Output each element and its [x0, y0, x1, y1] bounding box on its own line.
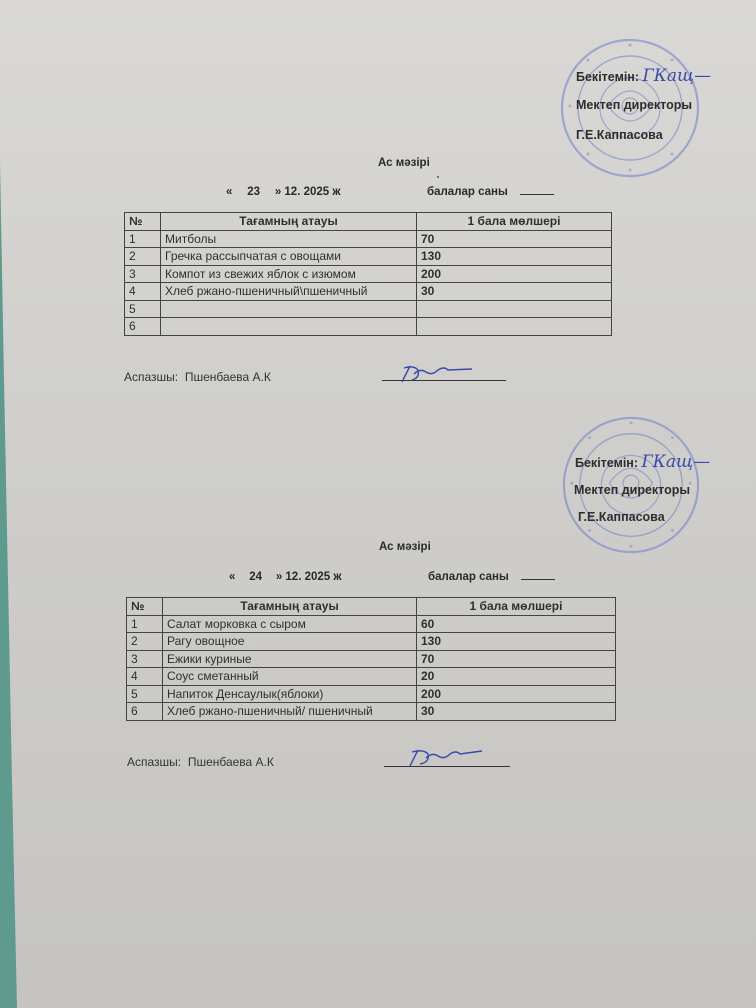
cook-line — [127, 755, 274, 769]
table-row — [127, 703, 616, 721]
menu-table — [126, 597, 616, 721]
table-row — [125, 283, 612, 301]
approved-label: Бекітемін: — [575, 456, 639, 470]
children-count-blank — [520, 194, 554, 195]
portion: 200 — [417, 685, 616, 703]
row-number: 1 — [125, 230, 161, 248]
menu-title: Ас мәзірі — [378, 157, 430, 169]
row-number: 6 — [125, 318, 161, 336]
portion: 200 — [417, 265, 612, 283]
children-count — [428, 571, 555, 583]
date-day: 24 — [249, 571, 262, 583]
table-row — [127, 668, 616, 686]
portion: 130 — [417, 248, 612, 266]
header-portion: 1 бала мөлшері — [417, 598, 616, 616]
portion: 70 — [417, 650, 616, 668]
children-count-label: балалар саны — [428, 571, 509, 583]
approval-line — [576, 66, 711, 86]
table-row — [125, 265, 612, 283]
approval-line — [575, 452, 710, 472]
director-name: Г.Е.Каппасова — [576, 128, 663, 142]
row-number: 2 — [127, 633, 163, 651]
date-rest: » 12. 2025 ж — [274, 186, 341, 198]
header-number: № — [125, 213, 161, 231]
date-open-quote: « — [229, 571, 236, 583]
header-dish-name: Тағамның атауы — [161, 213, 417, 231]
portion: 60 — [417, 615, 616, 633]
row-number: 5 — [127, 685, 163, 703]
table-row — [125, 248, 612, 266]
dish-name: Соус сметанный — [163, 668, 417, 686]
cook-label: Аспазшы: — [127, 755, 182, 769]
date-rest: » 12. 2025 ж — [275, 571, 342, 583]
row-number: 2 — [125, 248, 161, 266]
portion: 20 — [417, 668, 616, 686]
portion: 30 — [417, 703, 616, 721]
portion: 70 — [417, 230, 612, 248]
table-row — [127, 685, 616, 703]
portion — [417, 300, 612, 318]
dish-name — [161, 318, 417, 336]
cook-signature — [396, 362, 476, 384]
table-row — [125, 300, 612, 318]
director-name: Г.Е.Каппасова — [578, 510, 665, 524]
director-position: Мектеп директоры — [576, 98, 693, 112]
dish-name: Ежики куриные — [163, 650, 417, 668]
dish-name: Митболы — [161, 230, 417, 248]
menu-date — [229, 571, 342, 583]
menu-title: Ас мәзірі — [379, 541, 431, 553]
approved-label: Бекітемін: — [576, 70, 640, 84]
menu-table — [124, 212, 612, 336]
portion: 130 — [417, 633, 616, 651]
portion: 30 — [417, 283, 612, 301]
dish-name — [161, 300, 417, 318]
portion — [417, 318, 612, 336]
cook-name: Пшенбаева А.К — [187, 755, 274, 769]
cook-line — [124, 370, 271, 384]
cook-label: Аспазшы: — [124, 370, 179, 384]
row-number: 3 — [127, 650, 163, 668]
dish-name: Салат морковка с сыром — [163, 615, 417, 633]
table-row — [127, 615, 616, 633]
date-open-quote: « — [226, 186, 233, 198]
menu-date — [226, 186, 341, 198]
table-row — [125, 318, 612, 336]
table-row — [125, 230, 612, 248]
children-count-label: балалар саны — [427, 186, 508, 198]
table-header-row — [125, 213, 612, 231]
table-row — [127, 633, 616, 651]
dish-name: Компот из свежих яблок с изюмом — [161, 265, 417, 283]
row-number: 4 — [127, 668, 163, 686]
table-row — [127, 650, 616, 668]
dish-name: Хлеб ржано-пшеничный/ пшеничный — [163, 703, 417, 721]
cook-signature — [404, 746, 488, 768]
table-header-row — [127, 598, 616, 616]
dish-name: Гречка рассыпчатая с овощами — [161, 248, 417, 266]
row-number: 5 — [125, 300, 161, 318]
dish-name: Хлеб ржано-пшеничный\пшеничный — [161, 283, 417, 301]
date-day: 23 — [247, 186, 260, 198]
children-count — [427, 186, 554, 198]
director-signature: ГКащ— — [642, 66, 712, 86]
row-number: 1 — [127, 615, 163, 633]
ink-dot — [437, 176, 439, 178]
dish-name: Рагу овощное — [163, 633, 417, 651]
header-number: № — [127, 598, 163, 616]
header-portion: 1 бала мөлшері — [417, 213, 612, 231]
dish-name: Напиток Денсаулык(яблоки) — [163, 685, 417, 703]
row-number: 6 — [127, 703, 163, 721]
row-number: 3 — [125, 265, 161, 283]
children-count-blank — [521, 579, 555, 580]
header-dish-name: Тағамның атауы — [163, 598, 417, 616]
cook-name: Пшенбаева А.К — [184, 370, 271, 384]
director-signature: ГКащ— — [641, 452, 711, 472]
director-position: Мектеп директоры — [574, 483, 691, 497]
row-number: 4 — [125, 283, 161, 301]
